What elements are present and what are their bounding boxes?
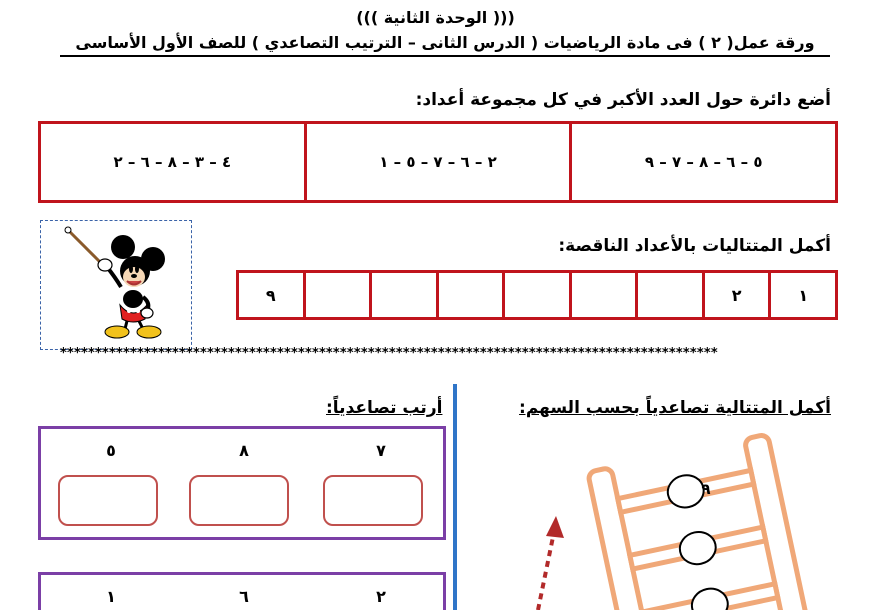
order-number: ٥ (106, 441, 116, 460)
sequence-cell[interactable] (436, 273, 503, 317)
sequence-cell[interactable] (303, 273, 370, 317)
answer-slot[interactable] (58, 475, 158, 526)
sequence-cell[interactable] (502, 273, 569, 317)
number-groups-table (38, 121, 838, 203)
order-box-1 (38, 426, 446, 540)
q1-instruction: أضع دائرة حول العدد الأكبر في كل مجموعة أعداد: (415, 90, 831, 110)
q2-instruction: أكمل المتتاليات بالأعداد الناقصة: (558, 236, 831, 256)
answer-slot[interactable] (189, 475, 289, 526)
sequence-table (236, 270, 838, 320)
ladder-icon (500, 420, 840, 610)
order-box-2 (38, 572, 446, 610)
sequence-cell[interactable]: ٩ (265, 285, 276, 305)
order-number: ١ (106, 587, 116, 606)
q3-instruction: أرتب تصاعدياً: (326, 398, 443, 418)
title-underline (60, 55, 830, 57)
worksheet-title: ورقة عمل( ٢ ) فى مادة الرياضيات ( الدرس الثانى – الترتيب التصاعدي ) للصف الأول الأساسى (75, 33, 815, 52)
sequence-cell[interactable]: ١ (768, 273, 835, 317)
vertical-divider (453, 384, 457, 610)
order-number: ٦ (239, 587, 249, 606)
order-number: ٢ (376, 587, 386, 606)
q4-instruction: أكمل المتتالية تصاعدياً بحسب السهم: (519, 398, 831, 418)
ladder-rung-number: ٩ (701, 480, 711, 498)
number-group-1[interactable]: ٥ – ٦ – ٨ – ٧ – ٩ (569, 124, 835, 200)
sequence-cell[interactable] (369, 273, 436, 317)
mickey-illustration-frame (40, 220, 192, 350)
star-separator: ********************************************************************************************** (60, 346, 718, 361)
answer-slot[interactable] (323, 475, 423, 526)
ladder-illustration (500, 420, 840, 610)
sequence-cell[interactable] (569, 273, 636, 317)
mickey-mouse-icon (41, 221, 190, 348)
sequence-cell[interactable]: ٢ (702, 273, 769, 317)
order-number: ٨ (239, 441, 249, 460)
unit-title: ((( الوحدة الثانية ))) (356, 8, 515, 27)
number-group-3[interactable]: ٤ – ٣ – ٨ – ٦ – ٢ (113, 153, 232, 171)
number-group-2[interactable]: ٢ – ٦ – ٧ – ٥ – ١ (304, 124, 570, 200)
order-number: ٧ (376, 441, 386, 460)
sequence-cell[interactable] (635, 273, 702, 317)
